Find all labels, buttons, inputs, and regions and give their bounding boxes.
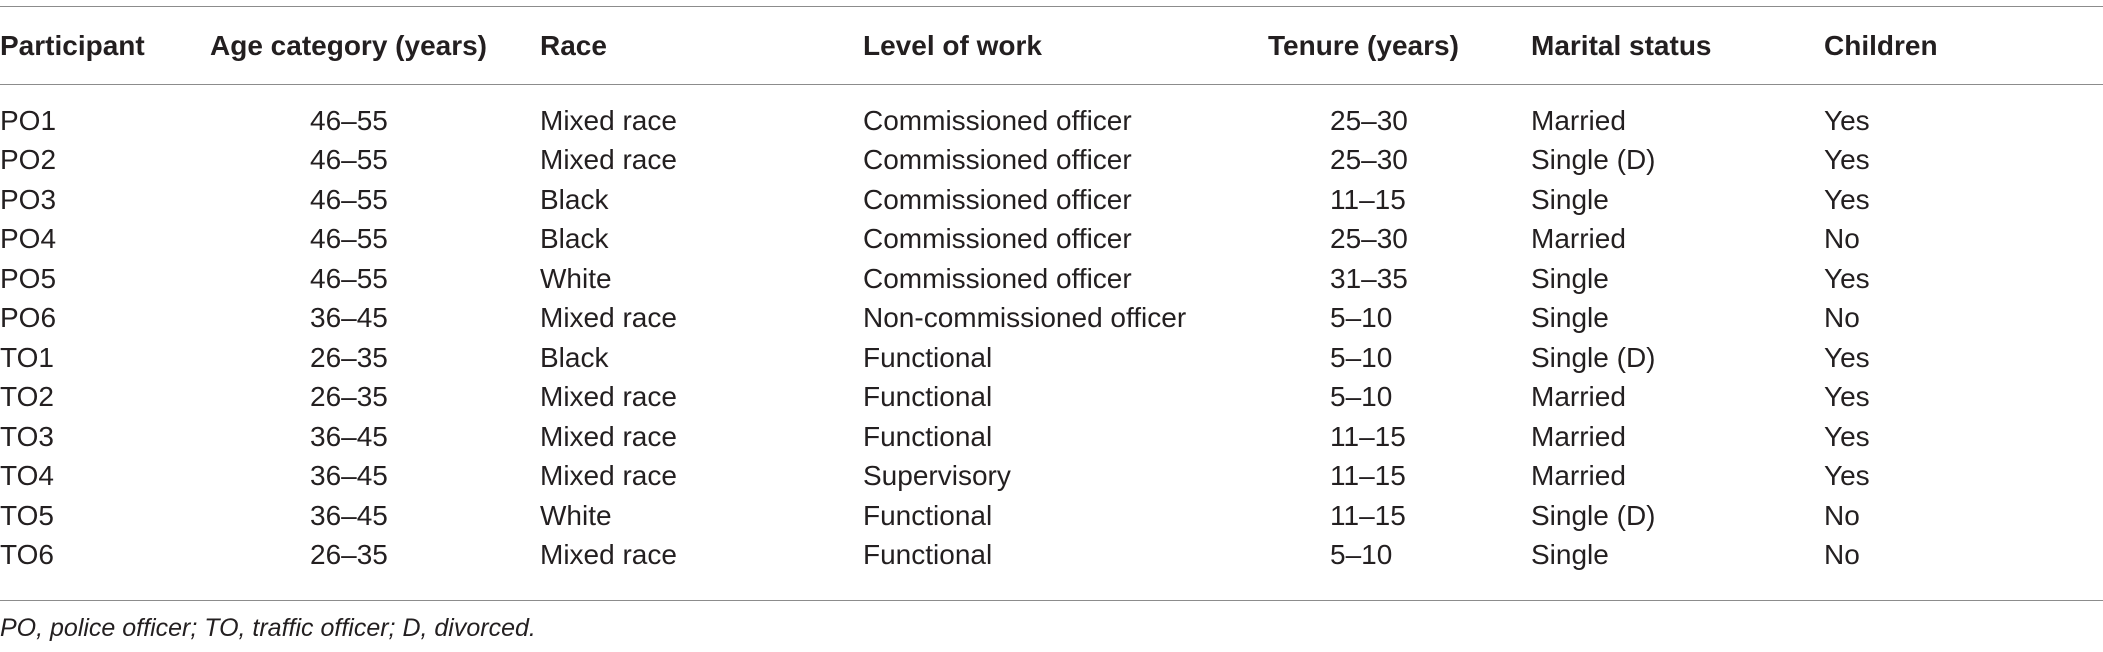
cell-race: Black [540, 183, 609, 215]
cell-level-of-work: Commissioned officer [863, 104, 1132, 136]
cell-level-of-work: Non-commissioned officer [863, 302, 1187, 334]
cell-level-of-work: Commissioned officer [863, 223, 1132, 255]
header-row [0, 7, 2103, 84]
table-row [0, 378, 2103, 418]
cell-children: No [1824, 499, 1860, 531]
cell-age-category: 46–55 [310, 144, 388, 176]
table-row [0, 536, 2103, 576]
cell-marital-status: Married [1531, 381, 1626, 413]
cell-children: Yes [1824, 183, 1870, 215]
cell-tenure: 5–10 [1330, 302, 1393, 334]
table-row [0, 496, 2103, 536]
cell-level-of-work: Functional [863, 499, 993, 531]
cell-age-category: 36–45 [310, 499, 388, 531]
cell-tenure: 31–35 [1330, 262, 1408, 294]
participant-table [0, 7, 2103, 575]
table-row [0, 417, 2103, 457]
table-row [0, 141, 2103, 181]
header-race: Race [540, 29, 607, 61]
cell-participant: TO1 [0, 341, 54, 373]
header-marital-status: Marital status [1531, 29, 1712, 61]
table-footnote: PO, police officer; TO, traffic officer; D, divorced. [0, 614, 536, 642]
cell-marital-status: Single [1531, 539, 1609, 571]
cell-children: Yes [1824, 341, 1870, 373]
cell-level-of-work: Commissioned officer [863, 183, 1132, 215]
cell-race: Black [540, 223, 609, 255]
cell-children: No [1824, 223, 1860, 255]
cell-children: Yes [1824, 144, 1870, 176]
cell-marital-status: Single (D) [1531, 144, 1656, 176]
cell-marital-status: Married [1531, 420, 1626, 452]
cell-children: No [1824, 302, 1860, 334]
cell-level-of-work: Supervisory [863, 460, 1011, 492]
cell-age-category: 26–35 [310, 539, 388, 571]
cell-tenure: 11–15 [1330, 499, 1406, 531]
header-children: Children [1824, 29, 1938, 61]
cell-tenure: 11–15 [1330, 183, 1406, 215]
cell-age-category: 46–55 [310, 183, 388, 215]
cell-level-of-work: Functional [863, 420, 993, 452]
cell-participant: PO6 [0, 302, 57, 334]
cell-race: Mixed race [540, 104, 677, 136]
header-age-category: Age category (years) [210, 29, 488, 61]
header-participant: Participant [0, 29, 145, 61]
cell-marital-status: Single [1531, 262, 1609, 294]
cell-tenure: 11–15 [1330, 420, 1406, 452]
cell-age-category: 36–45 [310, 420, 388, 452]
table-row [0, 338, 2103, 378]
cell-marital-status: Married [1531, 460, 1626, 492]
cell-children: Yes [1824, 381, 1870, 413]
cell-children: Yes [1824, 262, 1870, 294]
cell-race: Mixed race [540, 144, 677, 176]
cell-age-category: 46–55 [310, 104, 388, 136]
cell-participant: PO4 [0, 223, 57, 255]
cell-tenure: 25–30 [1330, 144, 1408, 176]
cell-tenure: 5–10 [1330, 381, 1393, 413]
cell-race: Mixed race [540, 381, 677, 413]
cell-tenure: 5–10 [1330, 341, 1393, 373]
cell-age-category: 26–35 [310, 381, 388, 413]
header-tenure: Tenure (years) [1268, 29, 1459, 61]
cell-marital-status: Single [1531, 302, 1609, 334]
table-row [0, 84, 2103, 141]
cell-children: Yes [1824, 104, 1870, 136]
cell-race: White [540, 262, 612, 294]
cell-participant: PO5 [0, 262, 57, 294]
cell-age-category: 36–45 [310, 302, 388, 334]
cell-level-of-work: Functional [863, 539, 993, 571]
cell-level-of-work: Functional [863, 381, 993, 413]
cell-tenure: 11–15 [1330, 460, 1406, 492]
cell-level-of-work: Commissioned officer [863, 144, 1132, 176]
cell-marital-status: Single (D) [1531, 499, 1656, 531]
table-body [0, 84, 2103, 575]
cell-race: Mixed race [540, 539, 677, 571]
cell-children: No [1824, 539, 1860, 571]
cell-race: White [540, 499, 612, 531]
header-level-of-work: Level of work [863, 29, 1042, 61]
table-row [0, 457, 2103, 497]
cell-participant: TO3 [0, 420, 54, 452]
cell-marital-status: Single [1531, 183, 1609, 215]
cell-age-category: 36–45 [310, 460, 388, 492]
table-row [0, 220, 2103, 260]
table-row [0, 180, 2103, 220]
cell-participant: TO5 [0, 499, 54, 531]
cell-participant: PO1 [0, 104, 57, 136]
table-header [0, 7, 2103, 84]
table-row [0, 299, 2103, 339]
cell-race: Mixed race [540, 420, 677, 452]
cell-race: Mixed race [540, 302, 677, 334]
cell-race: Black [540, 341, 609, 373]
cell-race: Mixed race [540, 460, 677, 492]
cell-children: Yes [1824, 460, 1870, 492]
cell-tenure: 5–10 [1330, 539, 1393, 571]
cell-participant: TO4 [0, 460, 54, 492]
cell-age-category: 26–35 [310, 341, 388, 373]
cell-participant: TO6 [0, 539, 54, 571]
cell-marital-status: Single (D) [1531, 341, 1656, 373]
cell-participant: PO2 [0, 144, 57, 176]
cell-marital-status: Married [1531, 223, 1626, 255]
cell-level-of-work: Commissioned officer [863, 262, 1132, 294]
table-row [0, 259, 2103, 299]
cell-age-category: 46–55 [310, 262, 388, 294]
bottom-rule [0, 600, 2103, 601]
cell-tenure: 25–30 [1330, 223, 1408, 255]
cell-level-of-work: Functional [863, 341, 993, 373]
cell-age-category: 46–55 [310, 223, 388, 255]
cell-participant: TO2 [0, 381, 54, 413]
cell-marital-status: Married [1531, 104, 1626, 136]
cell-children: Yes [1824, 420, 1870, 452]
cell-tenure: 25–30 [1330, 104, 1408, 136]
cell-participant: PO3 [0, 183, 57, 215]
